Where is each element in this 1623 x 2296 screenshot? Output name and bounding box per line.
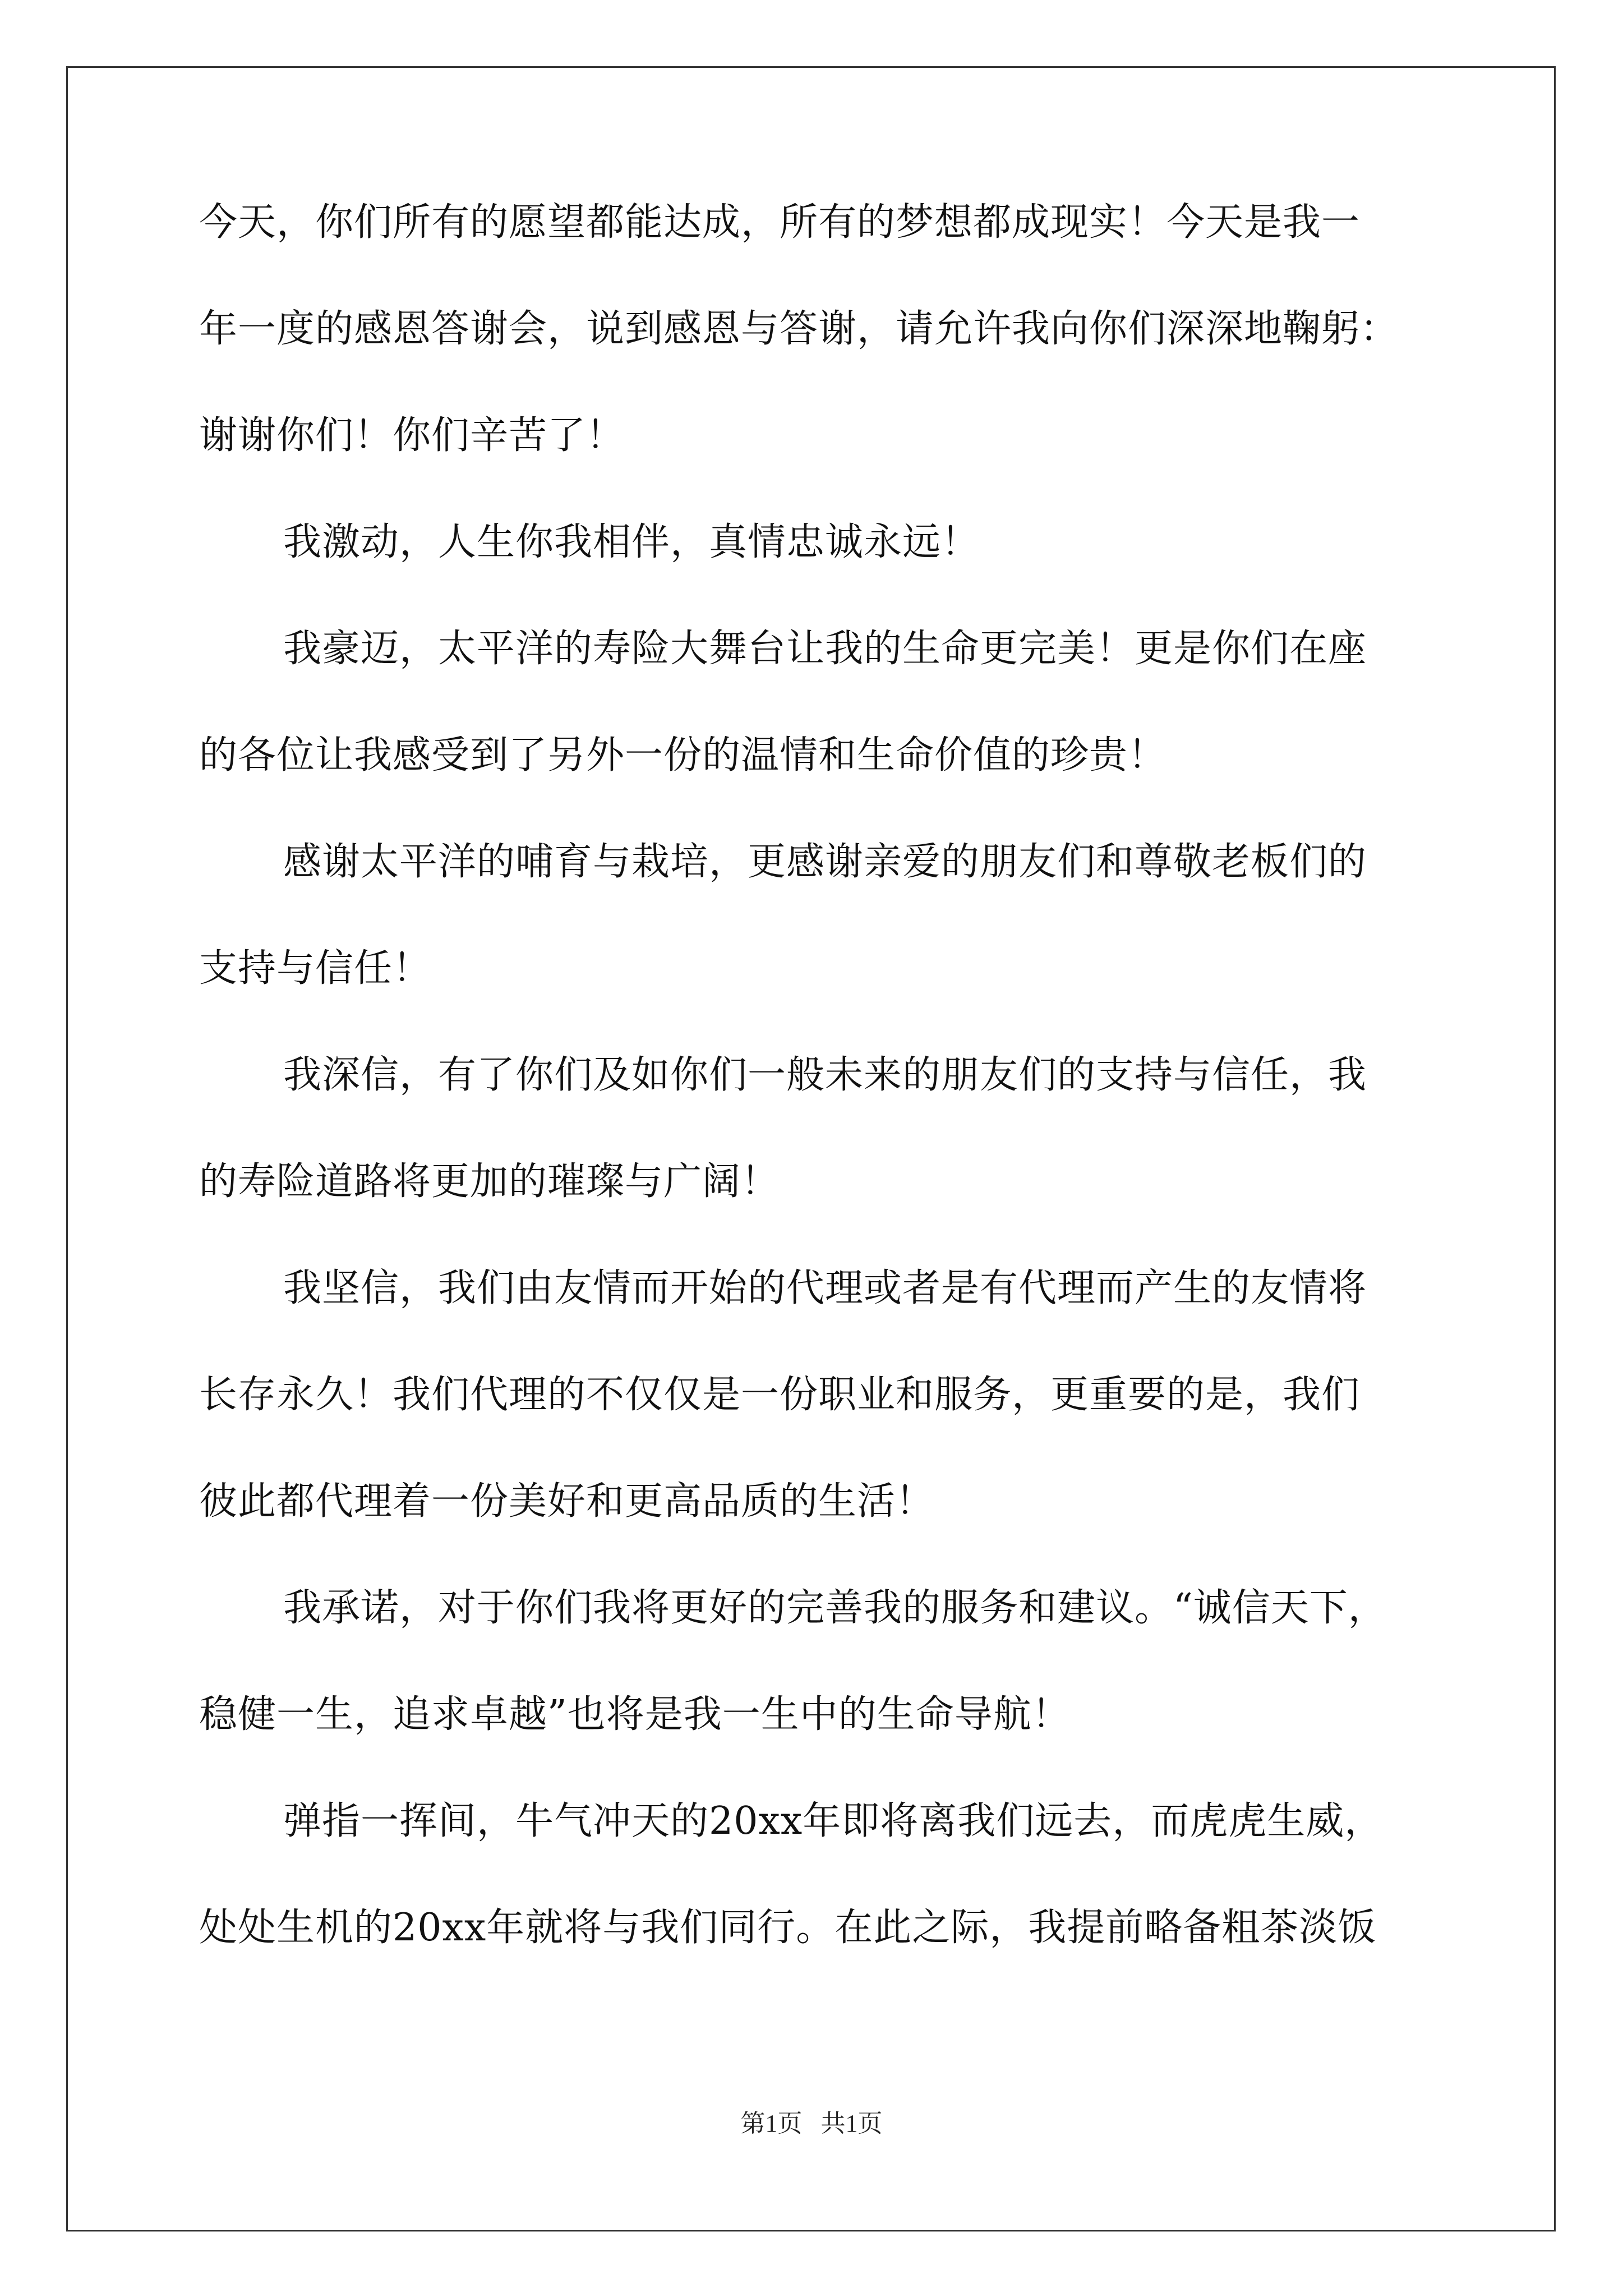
- text-line: 我承诺，对于你们我将更好的完善我的服务和建议。“诚信天下，: [283, 1586, 1387, 1630]
- text-line: 我激动，人生你我相伴，真情忠诚永远！: [283, 520, 980, 564]
- text-line: 今天，你们所有的愿望都能达成，所有的梦想都成现实！今天是我一: [199, 200, 1361, 245]
- text-line: 弹指一挥间，牛气冲天的20xx年即将离我们远去，而虎虎生威，: [283, 1799, 1384, 1843]
- text-line: 彼此都代理着一份美好和更高品质的生活！: [199, 1479, 935, 1524]
- text-line: 支持与信任！: [199, 946, 432, 991]
- text-line: 谢谢你们！你们辛苦了！: [199, 413, 625, 458]
- text-line: 我深信，有了你们及如你们一般未来的朋友们的支持与信任，我: [283, 1053, 1367, 1097]
- text-line: 我坚信，我们由友情而开始的代理或者是有代理而产生的友情将: [283, 1266, 1367, 1310]
- text-line: 我豪迈，太平洋的寿险大舞台让我的生命更完美！更是你们在座: [283, 627, 1367, 671]
- text-line: 感谢太平洋的哺育与栽培，更感谢亲爱的朋友们和尊敬老板们的: [283, 840, 1367, 884]
- text-line: 的各位让我感受到了另外一份的温情和生命价值的珍贵！: [199, 733, 1167, 777]
- text-line: 年一度的感恩答谢会，说到感恩与答谢，请允许我向你们深深地鞠躬：: [199, 307, 1399, 351]
- text-line: 长存永久！我们代理的不仅仅是一份职业和服务，更重要的是，我们: [199, 1373, 1361, 1417]
- text-line: 稳健一生，追求卓越”也将是我一生中的生命导航！: [199, 1692, 1071, 1737]
- page-number-footer: 第1页 共1页: [740, 2110, 883, 2137]
- text-line: 处处生机的20xx年就将与我们同行。在此之际，我提前略备粗茶淡饭: [199, 1906, 1377, 1950]
- text-line: 的寿险道路将更加的璀璨与广阔！: [199, 1159, 780, 1204]
